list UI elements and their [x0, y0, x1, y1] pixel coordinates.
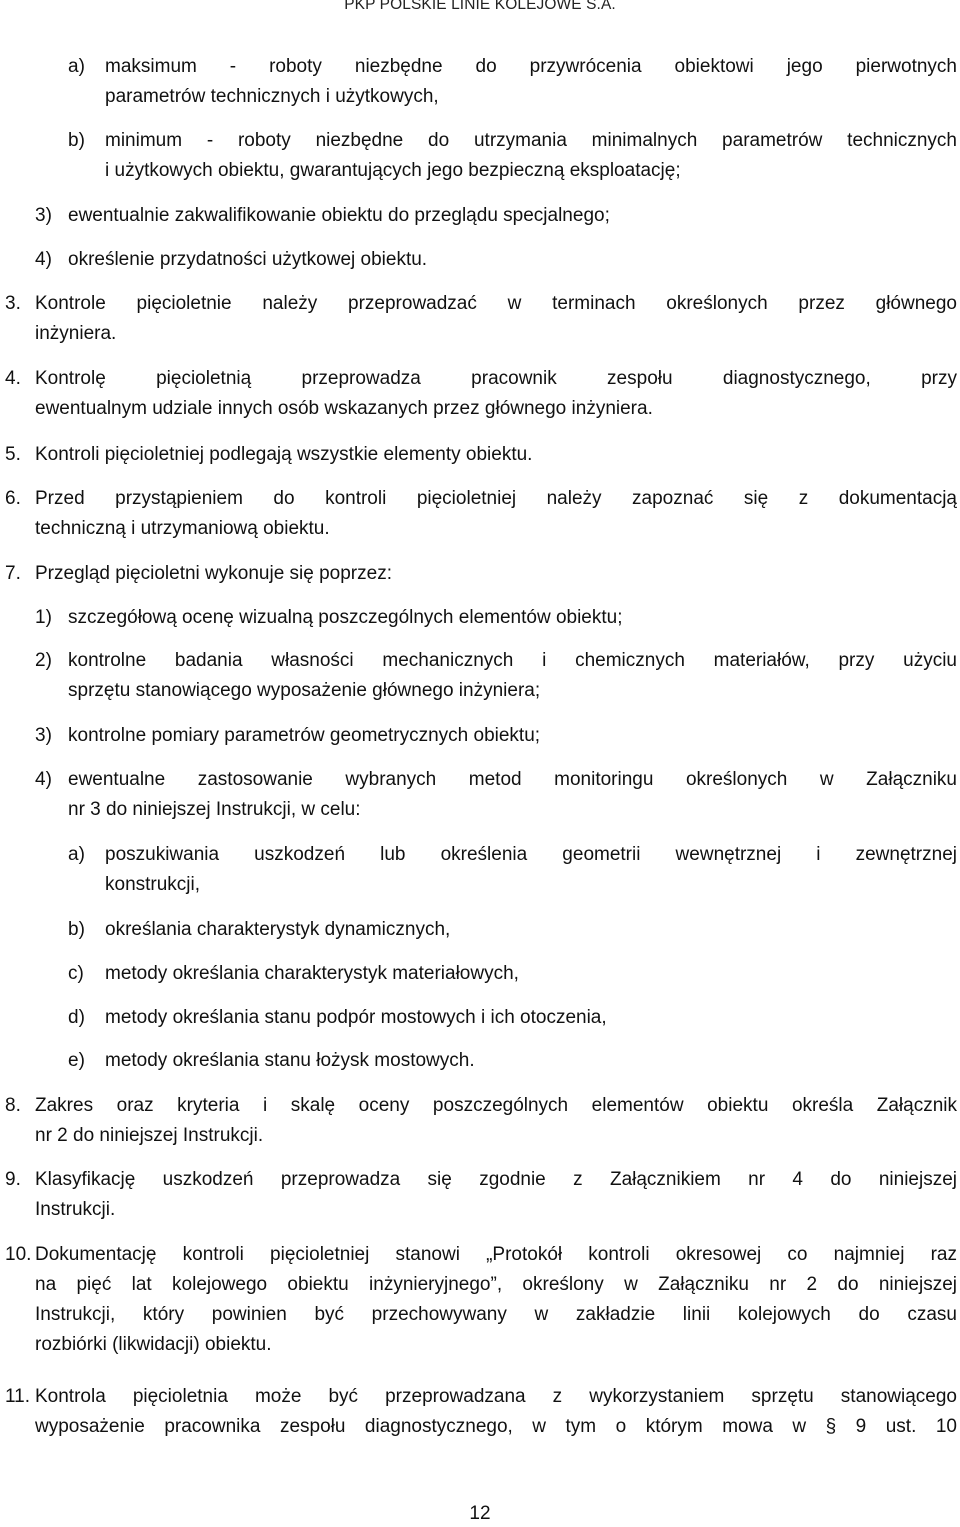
list-marker: b) — [68, 130, 85, 151]
text-line: nr 2 do niniejszej Instrukcji. — [35, 1125, 264, 1146]
list-marker: d) — [68, 1007, 85, 1028]
list-marker: 4) — [35, 249, 52, 270]
list-marker: 10. — [5, 1244, 32, 1265]
text-line: sprzętu stanowiącego wyposażenie głównego inżyniera; — [68, 680, 541, 701]
text-line: kontrolne pomiary parametrów geometrycznych obiektu; — [68, 725, 541, 746]
list-marker: 3) — [35, 725, 52, 746]
text-line: ewentualne zastosowanie wybranych metod monitoringu określonych w Załączniku — [68, 769, 957, 790]
list-marker: 1) — [35, 607, 52, 628]
list-marker: c) — [68, 963, 84, 984]
list-marker: 3. — [5, 293, 21, 314]
list-marker: a) — [68, 844, 85, 865]
text-line: Przegląd pięcioletni wykonuje się poprzez: — [35, 563, 392, 584]
text-line: metody określania stanu łożysk mostowych. — [105, 1050, 475, 1071]
text-line: wyposażenie pracownika zespołu diagnostycznego, w tym o którym mowa w § 9 ust. 10 — [35, 1416, 957, 1437]
text-line: Zakres oraz kryteria i skalę oceny poszczególnych elementów obiektu określa Załącznik — [35, 1095, 957, 1116]
text-line: metody określania charakterystyk materiałowych, — [105, 963, 519, 984]
text-line: Przed przystąpieniem do kontroli pięcioletniej należy zapoznać się z dokumentacją — [35, 488, 957, 509]
text-line: Kontrolę pięcioletnią przeprowadza pracownik zespołu diagnostycznego, przy — [35, 368, 957, 389]
text-line: Dokumentację kontroli pięcioletniej stanowi „Protokół kontroli okresowej co najmniej raz — [35, 1244, 957, 1265]
text-line: metody określania stanu podpór mostowych i ich otoczenia, — [105, 1007, 607, 1028]
text-line: kontrolne badania własności mechanicznych i chemicznych materiałów, przy użyciu — [68, 650, 957, 671]
text-line: i użytkowych obiektu, gwarantujących jego bezpieczną eksploatację; — [105, 160, 681, 181]
text-line: na pięć lat kolejowego obiektu inżynieryjnego”, określony w Załączniku nr 2 do niniejszej — [35, 1274, 957, 1295]
text-line: rozbiórki (likwidacji) obiektu. — [35, 1334, 272, 1355]
list-marker: 11. — [5, 1386, 31, 1407]
text-line: parametrów technicznych i użytkowych, — [105, 86, 439, 107]
text-line: Kontrola pięcioletnia może być przeprowadzana z wykorzystaniem sprzętu stanowiącego — [35, 1386, 957, 1407]
list-marker: 4. — [5, 368, 21, 389]
header-title: PKP POLSKIE LINIE KOLEJOWE S.A. — [344, 0, 616, 13]
text-line: techniczną i utrzymaniową obiektu. — [35, 518, 330, 539]
text-line: inżyniera. — [35, 323, 117, 344]
list-marker: e) — [68, 1050, 85, 1071]
list-marker: 9. — [5, 1169, 21, 1190]
text-line: maksimum - roboty niezbędne do przywrócenia obiektowi jego pierwotnych — [105, 56, 957, 77]
text-line: minimum - roboty niezbędne do utrzymania minimalnych parametrów technicznych — [105, 130, 957, 151]
list-marker: b) — [68, 919, 85, 940]
page-number: 12 — [469, 1503, 491, 1524]
text-line: szczegółową ocenę wizualną poszczególnych elementów obiektu; — [68, 607, 623, 628]
text-line: poszukiwania uszkodzeń lub określenia geometrii wewnętrznej i zewnętrznej — [105, 844, 957, 865]
text-line: Klasyfikację uszkodzeń przeprowadza się zgodnie z Załącznikiem nr 4 do niniejszej — [35, 1169, 957, 1190]
list-marker: 3) — [35, 205, 52, 226]
text-line: ewentualnie zakwalifikowanie obiektu do przeglądu specjalnego; — [68, 205, 610, 226]
list-marker: 5. — [5, 444, 21, 465]
text-line: Instrukcji. — [35, 1199, 116, 1220]
list-marker: 7. — [5, 563, 21, 584]
text-line: nr 3 do niniejszej Instrukcji, w celu: — [68, 799, 361, 820]
running-header — [0, 0, 960, 22]
text-line: określenie przydatności użytkowej obiektu. — [68, 249, 428, 270]
list-marker: 4) — [35, 769, 52, 790]
text-line: konstrukcji, — [105, 874, 201, 895]
list-marker: 2) — [35, 650, 52, 671]
list-marker: a) — [68, 56, 85, 77]
text-line: Kontroli pięcioletniej podlegają wszystkie elementy obiektu. — [35, 444, 533, 465]
list-marker: 8. — [5, 1095, 21, 1116]
text-line: Kontrole pięcioletnie należy przeprowadzać w terminach określonych przez głównego — [35, 293, 957, 314]
text-line: ewentualnym udziale innych osób wskazanych przez głównego inżyniera. — [35, 398, 653, 419]
list-marker: 6. — [5, 488, 21, 509]
text-line: określania charakterystyk dynamicznych, — [105, 919, 451, 940]
text-line: Instrukcji, który powinien być przechowywany w zakładzie linii kolejowych do czasu — [35, 1304, 957, 1325]
